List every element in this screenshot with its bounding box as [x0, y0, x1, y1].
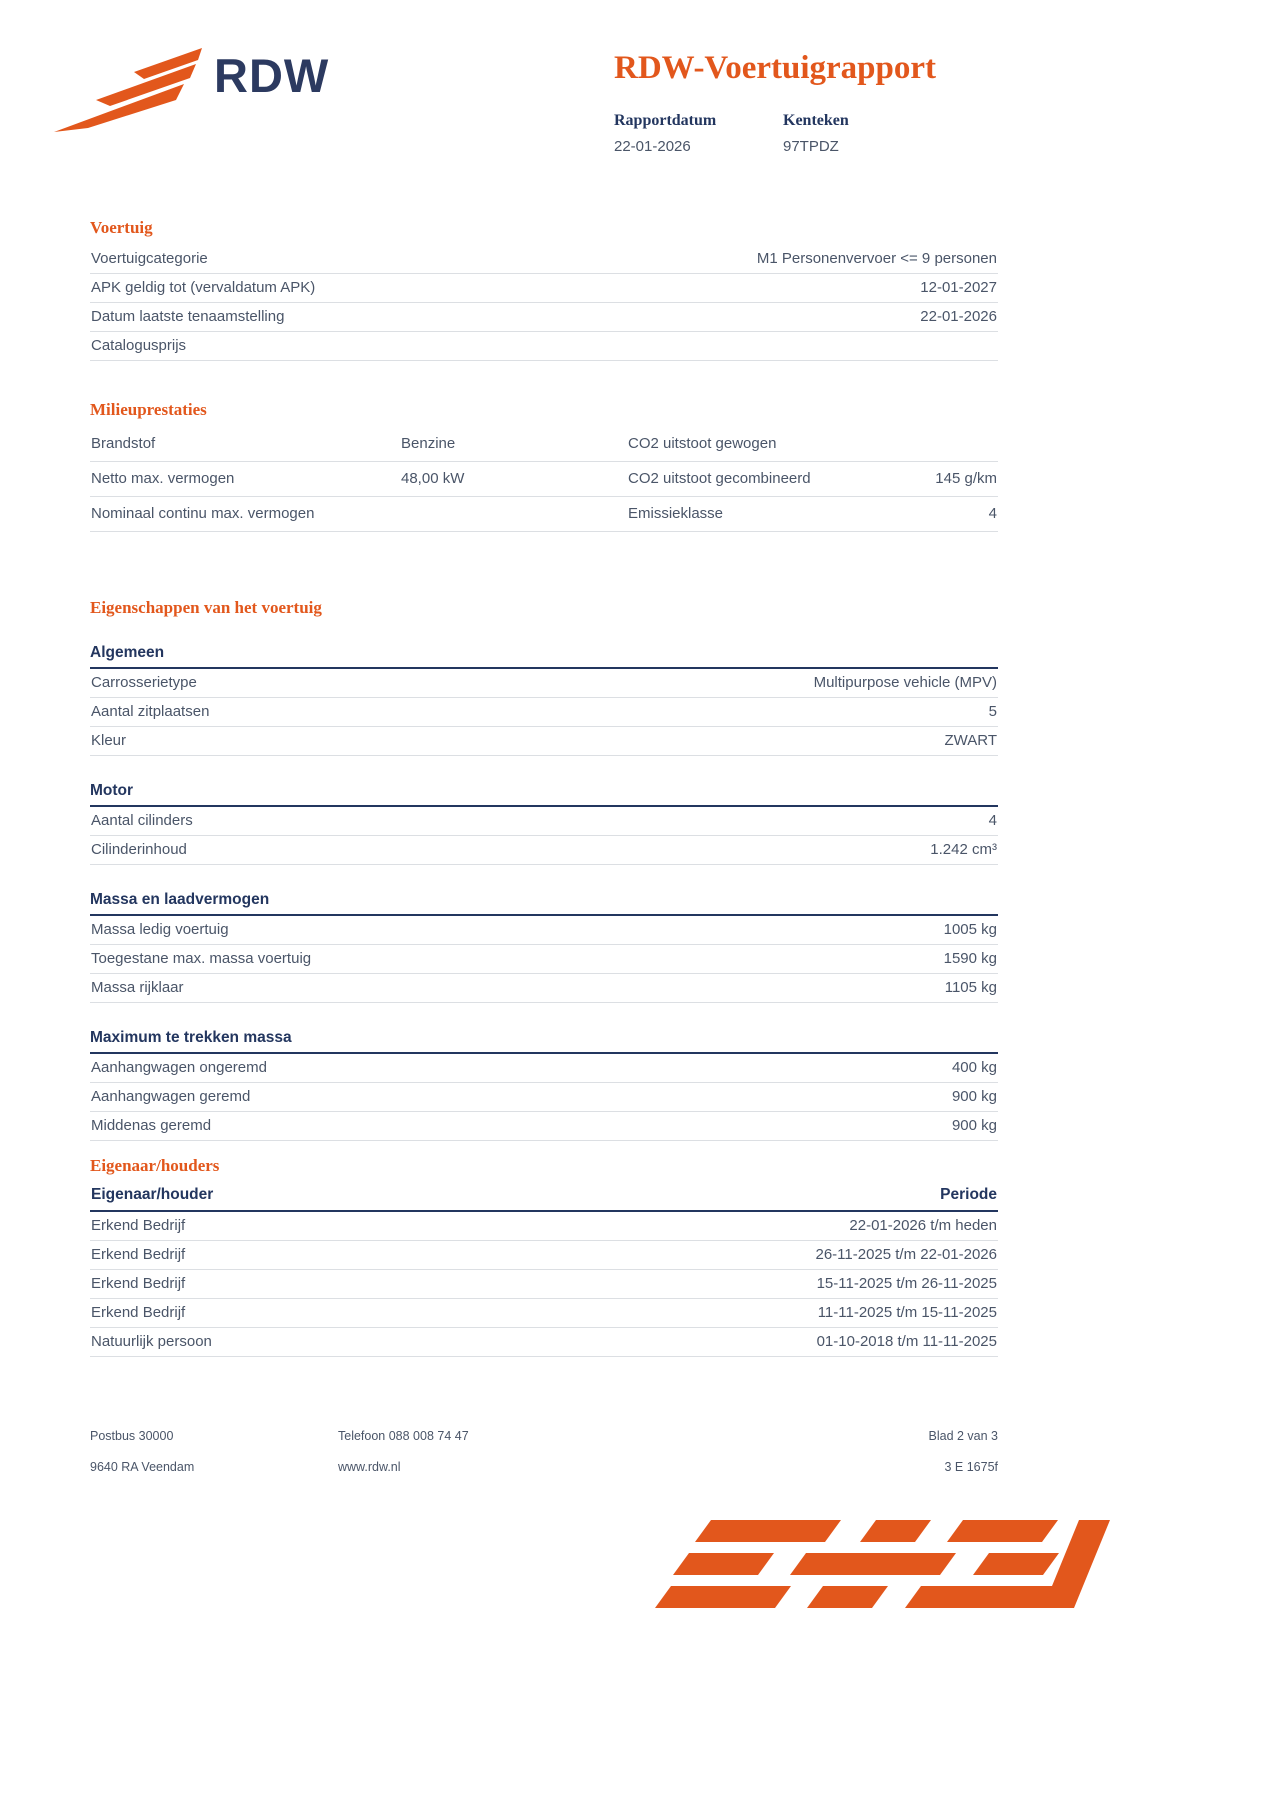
- footer-doc-code: 3 E 1675f: [944, 1459, 998, 1474]
- owner-type: Erkend Bedrijf: [91, 1275, 186, 1292]
- row-value: 900 kg: [951, 1088, 997, 1105]
- table-row: [90, 1299, 998, 1328]
- table-row: [627, 497, 998, 532]
- table-row: [90, 727, 998, 756]
- row-label: Netto max. vermogen: [91, 470, 235, 487]
- row-label: Carrosserietype: [91, 674, 197, 691]
- table-row: [90, 462, 627, 497]
- owner-period: 22-01-2026 t/m heden: [849, 1217, 997, 1234]
- table-row: [90, 497, 627, 532]
- table-row: [90, 945, 998, 974]
- row-value: 1105 kg: [944, 979, 997, 996]
- license-label: Kenteken: [783, 112, 849, 130]
- section-heading: Eigenschappen van het voertuig: [90, 598, 322, 617]
- row-label: Aantal cilinders: [91, 812, 193, 829]
- row-label: APK geldig tot (vervaldatum APK): [91, 279, 316, 296]
- row-label: Cilinderinhoud: [91, 841, 187, 858]
- row-label: Datum laatste tenaamstelling: [91, 308, 285, 325]
- report-date-value: 22-01-2026: [614, 138, 691, 156]
- footer-page-info: [929, 1430, 999, 1492]
- table-row: [90, 1112, 998, 1141]
- owner-period: 26-11-2025 t/m 22-01-2026: [815, 1246, 997, 1263]
- table-row: [90, 1083, 998, 1112]
- owner-type: Natuurlijk persoon: [91, 1333, 212, 1350]
- row-value: ZWART: [944, 732, 997, 749]
- group-massa: [90, 891, 998, 1003]
- table-row: [90, 245, 998, 274]
- table-row: [90, 1212, 998, 1241]
- table-row: [90, 836, 998, 865]
- section-voertuig: [90, 218, 998, 361]
- group-motor: [90, 782, 998, 865]
- row-label: Voertuigcategorie: [91, 250, 208, 267]
- footer-postbus: Postbus 30000: [90, 1429, 174, 1443]
- table-row: [90, 1270, 998, 1299]
- license-block: [783, 112, 952, 155]
- owner-type: Erkend Bedrijf: [91, 1217, 186, 1234]
- footer-contact: [338, 1430, 469, 1492]
- row-value: Benzine: [401, 435, 456, 452]
- row-value: 48,00 kW: [401, 470, 465, 487]
- row-value: 4: [988, 812, 997, 829]
- owners-table-header: [90, 1183, 998, 1212]
- owner-type: Erkend Bedrijf: [91, 1304, 186, 1321]
- report-meta: [614, 112, 1014, 155]
- table-row: [90, 916, 998, 945]
- section-heading: Milieuprestaties: [90, 400, 207, 419]
- footer-website: www.rdw.nl: [338, 1459, 401, 1474]
- table-row: [90, 807, 998, 836]
- group-title: Algemeen: [90, 644, 998, 669]
- page-title: RDW-Voertuigrapport: [614, 50, 937, 86]
- row-value: 4: [988, 505, 997, 522]
- group-title: Motor: [90, 782, 998, 807]
- group-algemeen: [90, 644, 998, 756]
- table-row: [627, 427, 998, 462]
- table-row: [90, 974, 998, 1003]
- group-trekken-massa: [90, 1029, 998, 1141]
- table-row: [627, 462, 998, 497]
- row-value: 900 kg: [951, 1117, 997, 1134]
- rdw-logo: [52, 46, 329, 134]
- section-eigenaars: [90, 1156, 998, 1357]
- row-value: 22-01-2026: [920, 308, 997, 325]
- section-heading: Eigenaar/houders: [90, 1156, 220, 1175]
- column-header-period: Periode: [940, 1186, 997, 1203]
- row-label: Nominaal continu max. vermogen: [91, 505, 315, 522]
- row-value: 1590 kg: [943, 950, 997, 967]
- row-label: Massa rijklaar: [91, 979, 184, 996]
- row-label: CO2 uitstoot gewogen: [628, 435, 777, 452]
- row-value: 5: [988, 703, 997, 720]
- footer-address: [90, 1430, 194, 1492]
- row-label: Aantal zitplaatsen: [91, 703, 210, 720]
- owner-type: Erkend Bedrijf: [91, 1246, 186, 1263]
- row-value: 12-01-2027: [920, 279, 997, 296]
- row-value: 400 kg: [951, 1059, 997, 1076]
- logo-wordmark: RDW: [214, 49, 330, 102]
- row-label: Catalogusprijs: [91, 337, 187, 354]
- milieu-grid: [90, 427, 998, 532]
- table-row: [90, 669, 998, 698]
- row-value: 145 g/km: [935, 470, 997, 487]
- license-value: 97TPDZ: [783, 138, 839, 156]
- table-row: [90, 698, 998, 727]
- row-label: Brandstof: [91, 435, 156, 452]
- row-label: CO2 uitstoot gecombineerd: [628, 470, 811, 487]
- section-heading: Voertuig: [90, 218, 153, 237]
- section-milieuprestaties: [90, 400, 998, 532]
- group-title: Massa en laadvermogen: [90, 891, 998, 916]
- row-value: 1005 kg: [943, 921, 997, 938]
- owner-period: 15-11-2025 t/m 26-11-2025: [816, 1275, 997, 1292]
- row-label: Massa ledig voertuig: [91, 921, 229, 938]
- row-value: Multipurpose vehicle (MPV): [813, 674, 997, 691]
- table-row: [90, 303, 998, 332]
- row-label: Toegestane max. massa voertuig: [91, 950, 312, 967]
- section-eigenschappen: [90, 598, 998, 1141]
- table-row: [90, 1328, 998, 1357]
- row-label: Emissieklasse: [628, 505, 724, 522]
- row-label: Aanhangwagen ongeremd: [91, 1059, 267, 1076]
- owner-period: 11-11-2025 t/m 15-11-2025: [817, 1304, 997, 1321]
- footer-phone: Telefoon 088 008 74 47: [338, 1429, 469, 1443]
- table-row: [90, 274, 998, 303]
- table-row: [90, 1054, 998, 1083]
- report-header: [614, 50, 1014, 155]
- report-date-label: Rapportdatum: [614, 112, 717, 130]
- owner-period: 01-10-2018 t/m 11-11-2025: [816, 1333, 997, 1350]
- row-label: Middenas geremd: [91, 1117, 212, 1134]
- table-row: [90, 427, 627, 462]
- report-date-block: [614, 112, 783, 155]
- column-header-owner: Eigenaar/houder: [91, 1186, 214, 1203]
- stripes-decoration-icon: [655, 1520, 1110, 1615]
- table-row: [90, 1241, 998, 1270]
- rdw-flag-icon: [52, 46, 202, 134]
- row-label: Kleur: [91, 732, 127, 749]
- footer-city: 9640 RA Veendam: [90, 1459, 195, 1474]
- table-row: [90, 332, 998, 361]
- row-value: 1.242 cm³: [930, 841, 997, 858]
- row-label: Aanhangwagen geremd: [91, 1088, 251, 1105]
- group-title: Maximum te trekken massa: [90, 1029, 998, 1054]
- row-value: M1 Personenvervoer <= 9 personen: [756, 250, 997, 267]
- footer-page-number: Blad 2 van 3: [928, 1429, 998, 1443]
